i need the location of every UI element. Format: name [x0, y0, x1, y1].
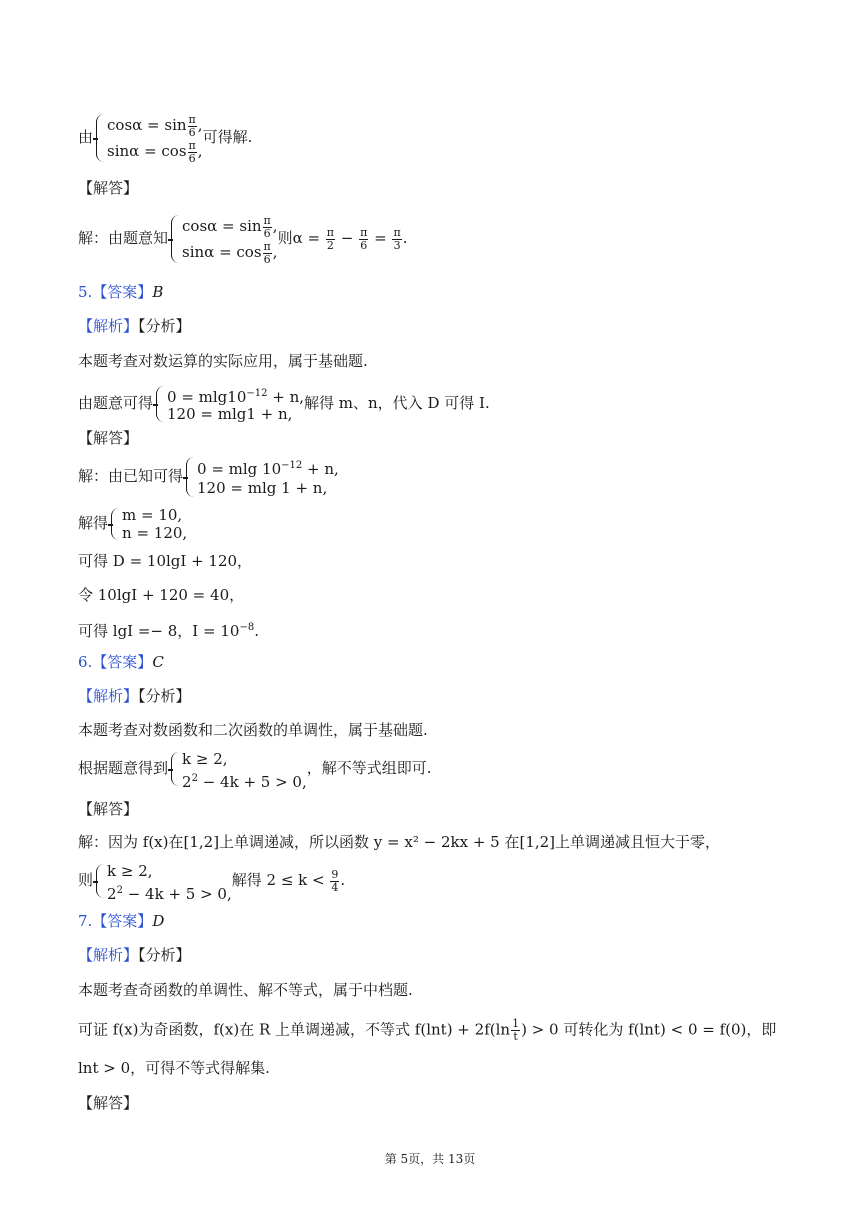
q5-text-6: 令 10lgI + 120 = 40，	[78, 586, 245, 604]
q7-text-2: 可证 f(x)为奇函数，f(x)在 R 上单调递减，不等式 f(lnt) + 2f(ln $\frac{1}{t}$ ) > 0 可转化为 f(lnt) < 0 = f(0)，即	[78, 1017, 777, 1043]
equation-system: k ≥ 2, $2^2 - 4k + 5 > 0$,	[93, 862, 232, 900]
equation-system: 0 = mlg $10^{-12} + n$, 120 = mlg 1 + n,	[183, 455, 339, 499]
q6-text-1: 本题考查对数函数和二次函数的单调性，属于基础题.	[78, 721, 428, 739]
hint-line: 由 cosα = sin $\frac{\pi}{6}$ , sinα = cos $\frac{\pi}{6}$ , 可得解.	[78, 112, 253, 165]
q5-analysis-label: 【解析】【分析】	[78, 317, 191, 335]
q6-analysis-label: 【解析】【分析】	[78, 687, 191, 705]
q7-solve-label: 【解答】	[78, 1094, 139, 1112]
equation-system: $0 = mlg10^{-12} + n$, 120 = mlg1 + n,	[153, 384, 304, 424]
q5-solve-label: 【解答】	[78, 429, 139, 447]
q7-answer: 7.【答案】D	[78, 912, 165, 930]
q6-text-3: 解：因为 f(x)在[1,2]上单调递减，所以函数 y = x² − 2kx + 5 在[1,2]上单调递减且恒大于零，	[78, 833, 721, 851]
q5-text-1: 本题考查对数运算的实际应用，属于基础题.	[78, 352, 368, 370]
q5-text-2: 由题意可得 $0 = mlg10^{-12} + n$, 120 = mlg1 + n, 解得 m、n，代入 D 可得 I.	[78, 384, 490, 424]
q7-text-1: 本题考查奇函数的单调性、解不等式，属于中档题.	[78, 981, 413, 999]
q5-text-4: 解得 m = 10, n = 120,	[78, 506, 188, 542]
equation-system: cosα = sin $\frac{\pi}{6}$ , sinα = cos $\frac{\pi}{6}$ ,	[93, 112, 203, 164]
solution-line: 解：由题意知 cosα = sin $\frac{\pi}{6}$ , sinα = cos $\frac{\pi}{6}$ , 则α = $\frac{\pi}{2}$ − $\frac{\pi}{6}$ = $\frac{\pi}{3}$ .	[78, 213, 408, 266]
q5-text-3: 解：由已知可得 0 = mlg $10^{-12} + n$, 120 = mlg 1 + n,	[78, 455, 339, 499]
q6-text-4: 则 k ≥ 2, $2^2 - 4k + 5 > 0$, 解得 2 ≤ k < $\frac{9}{4}$ .	[78, 862, 346, 903]
prefix-text: 由	[78, 128, 94, 146]
answer-label: 【解答】	[78, 179, 139, 197]
q7-text-3: lnt > 0，可得不等式得解集.	[78, 1059, 270, 1077]
equation-system: cosα = sin $\frac{\pi}{6}$ , sinα = cos $\frac{\pi}{6}$ ,	[168, 213, 278, 265]
page-footer: 第 5页，共 13页	[384, 1152, 476, 1166]
q5-text-7: 可得 lgI =− 8，$I = 10^{-8}$.	[78, 622, 259, 640]
q5-text-5: 可得 D = 10lgI + 120，	[78, 552, 253, 570]
equation-system: k ≥ 2, $2^2 - 4k + 5 > 0$,	[168, 750, 307, 788]
equation-system: m = 10, n = 120,	[108, 506, 187, 542]
q6-answer: 6.【答案】C	[78, 653, 164, 671]
q5-answer: 5.【答案】B	[78, 283, 164, 301]
q7-analysis-label: 【解析】【分析】	[78, 946, 191, 964]
q6-text-2: 根据题意得到 k ≥ 2, $2^2 - 4k + 5 > 0$, ，解不等式组即可.	[78, 750, 432, 791]
q6-solve-label: 【解答】	[78, 800, 139, 818]
